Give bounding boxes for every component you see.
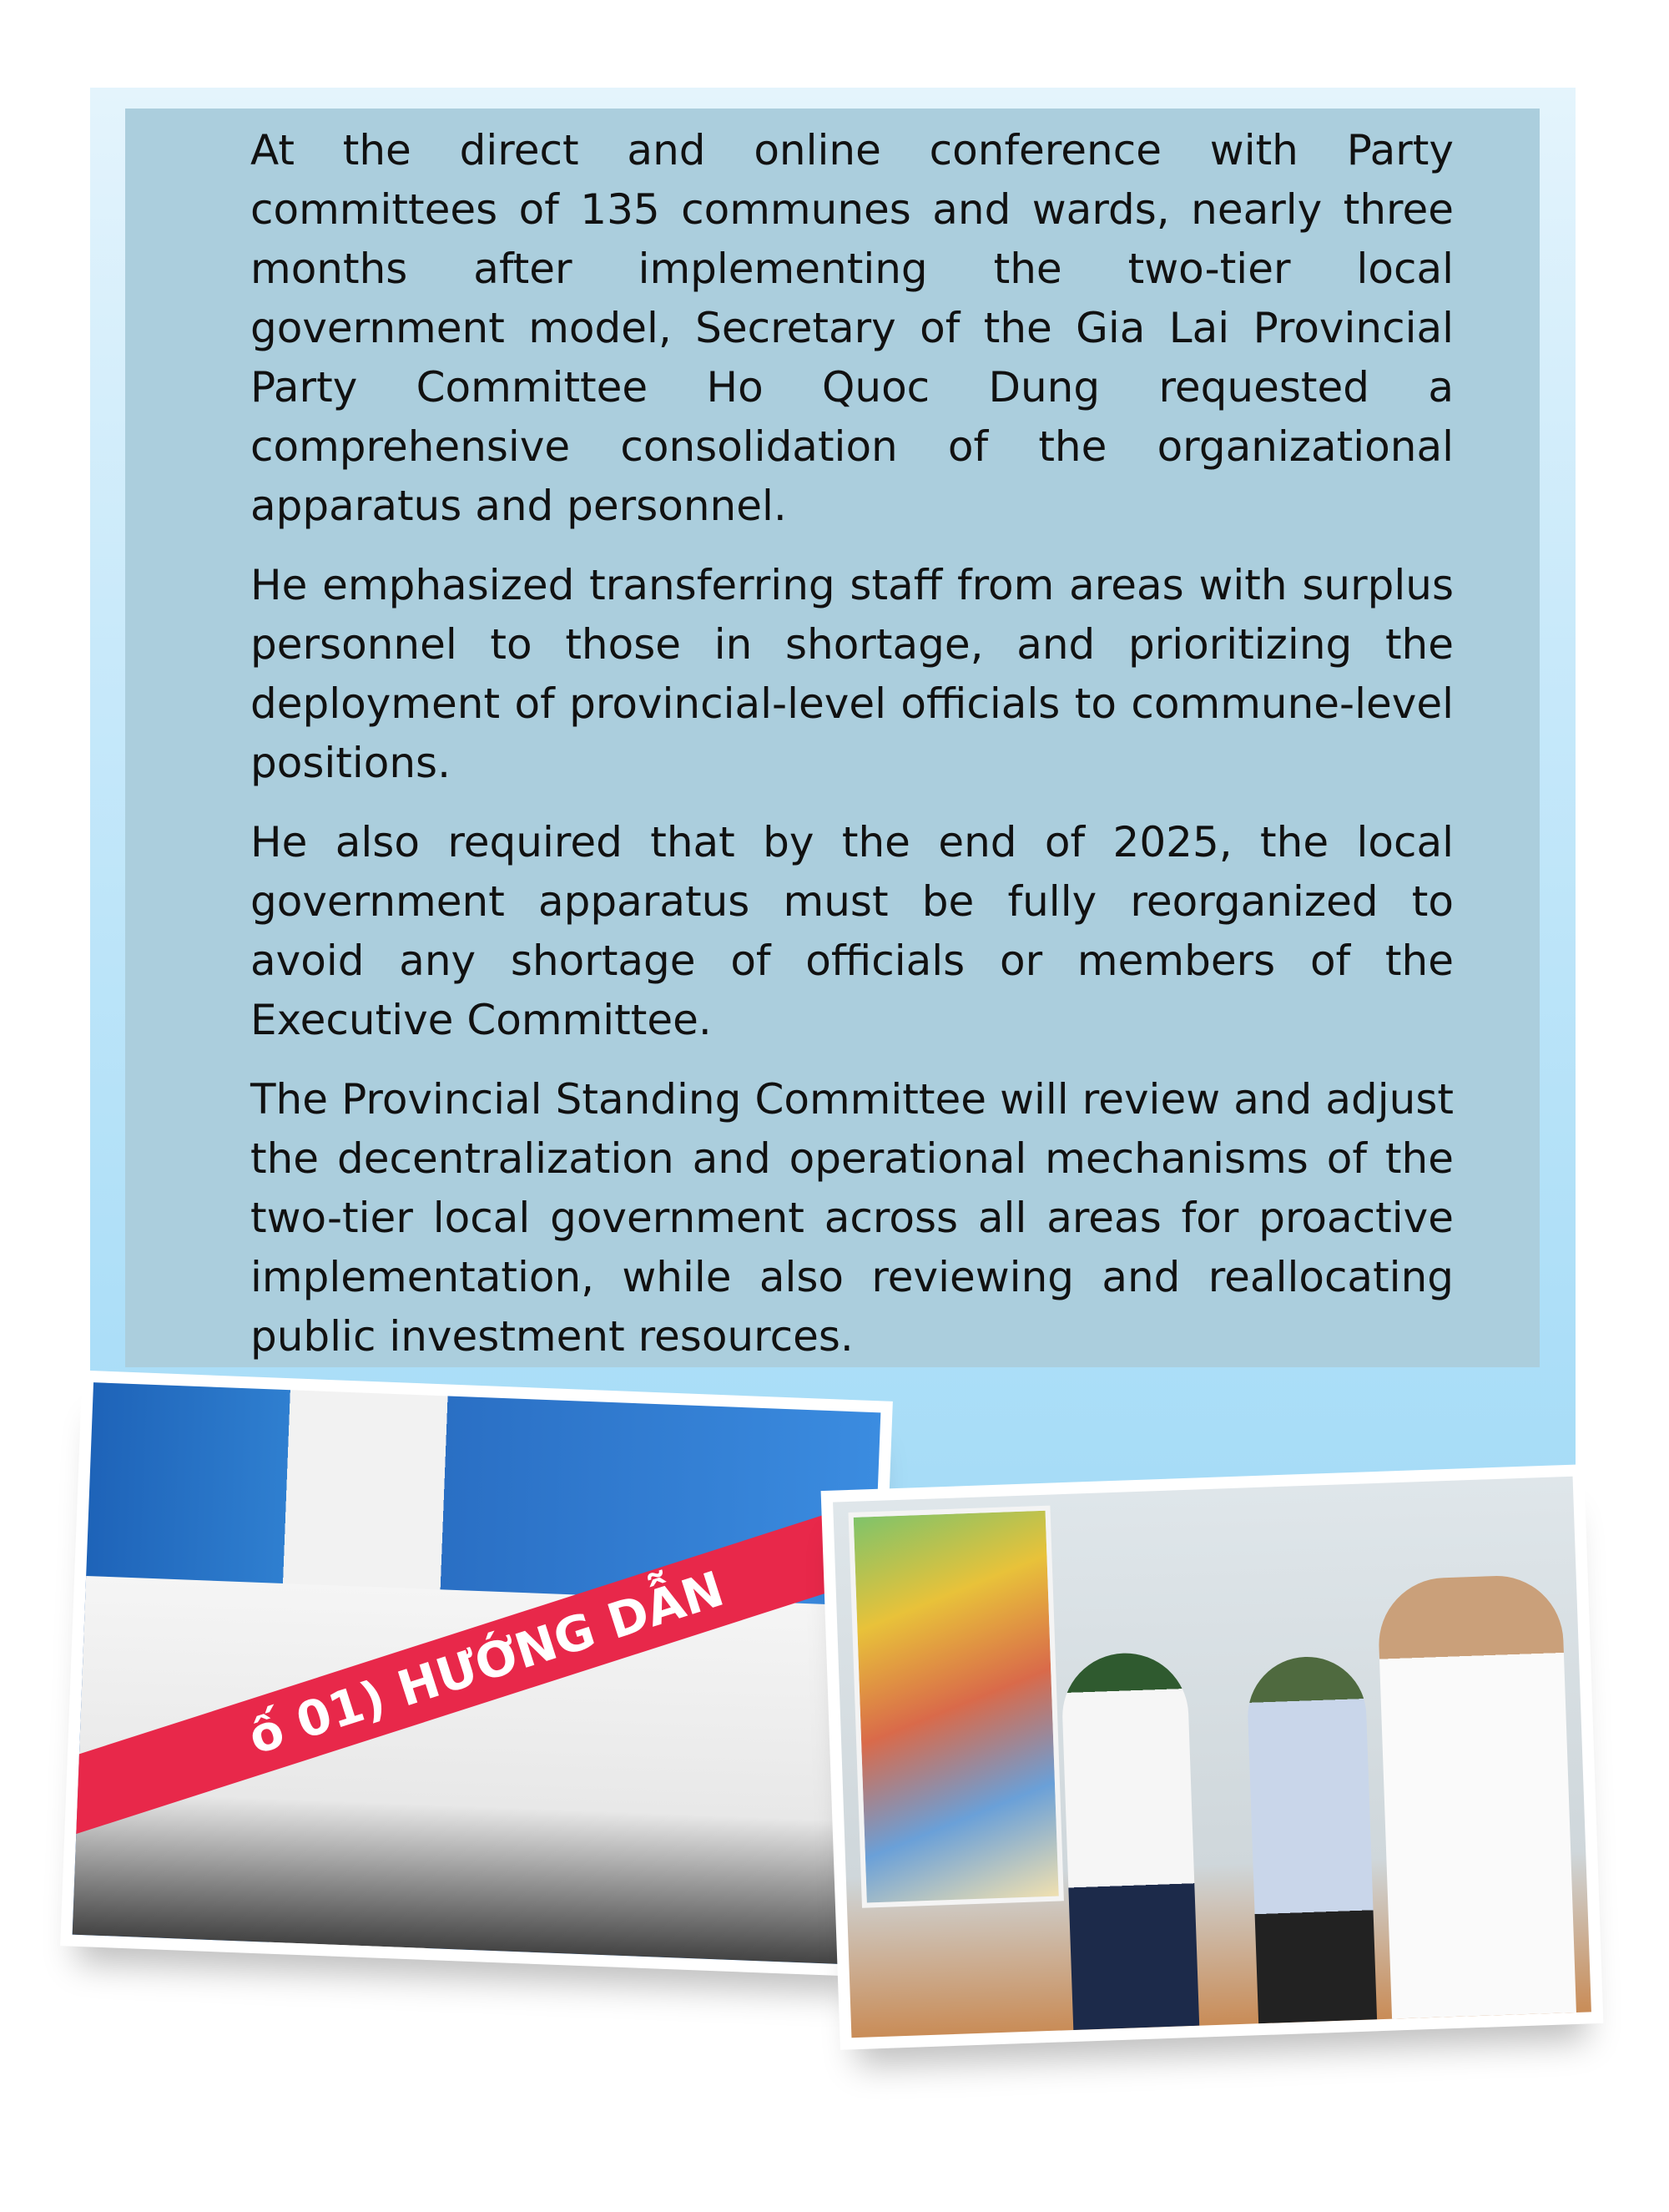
paragraph-2: He emphasized transferring staff from areas with surplus personnel to those in shortage, and prioritizing the deployment of provincial-level officials to commune-level positions. — [250, 561, 1454, 787]
planning-map — [848, 1505, 1064, 1907]
official-figure — [1376, 1573, 1576, 2019]
photo-map-inspection — [821, 1464, 1604, 2050]
photo-service-center — [60, 1371, 893, 1977]
photo-image — [73, 1382, 881, 1965]
official-figure — [1246, 1655, 1377, 2023]
paragraph-1: At the direct and online conference with Party committees of 135 communes and wards, nearly three months after implementing the two-tier local government model, Secretary of the Gia Lai Provincial Party Committee Ho Quoc Dung requested a comprehensive consolidation of the organizational apparatus and personnel. — [250, 126, 1454, 530]
official-figure — [1061, 1651, 1199, 2030]
article-body — [250, 121, 1454, 1386]
photo-image — [833, 1477, 1591, 2038]
counter-banner: ố 01) HƯỚNG DẪN — [73, 1480, 881, 1841]
paragraph-3: He also required that by the end of 2025, the local government apparatus must be fully reorganized to avoid any shortage of officials or members of the Executive Committee. — [250, 818, 1454, 1044]
paragraph-4: The Provincial Standing Committee will review and adjust the decentralization and operational mechanisms of the two-tier local government across all areas for proactive implementation, while also reviewing and reallocating public investment resources. — [250, 1075, 1454, 1361]
